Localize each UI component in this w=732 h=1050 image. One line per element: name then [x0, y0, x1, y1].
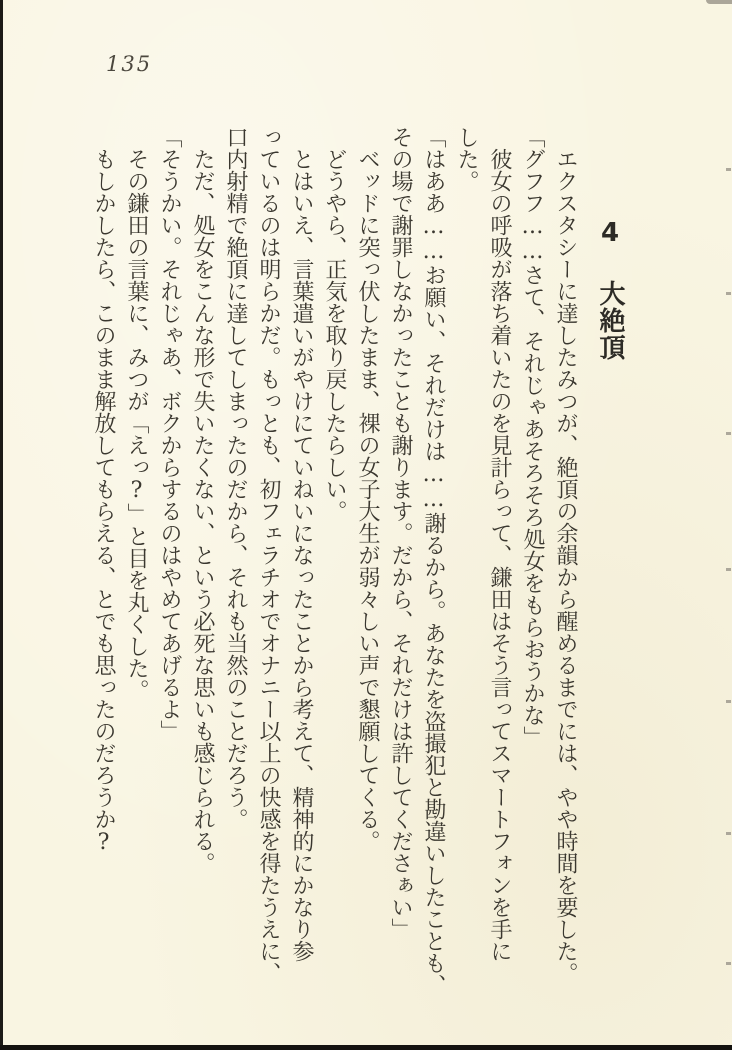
body-text [87, 126, 582, 1008]
text-column: 「グフフ……さて、それじゃあそろそろ処女をもらおうかな」 [520, 126, 545, 748]
text-column: 彼女の呼吸が落ち着いたのを見計らって、鎌田はそう言ってスマートフォンを手に [487, 148, 512, 962]
scan-tick [726, 700, 731, 703]
scan-edge-left [0, 0, 3, 1050]
text-column: っているのは明らかだ。もっとも、初フェラチオでオナニー以上の快感を得たうえに、 [256, 126, 281, 984]
scan-edge-bottom [0, 1045, 732, 1050]
text-column: その鎌田の言葉に、みつが「えっ?」と目を丸くした。 [124, 148, 149, 701]
page-number: 135 [106, 52, 153, 76]
text-column: した。 [454, 126, 479, 192]
scan-tick [726, 292, 731, 295]
text-column: その場で謝罪しなかったことも謝ります。だから、それだけは許してくださぁい」 [388, 126, 413, 940]
scan-tick [726, 168, 731, 171]
chapter-heading: 4 大絶頂 [595, 218, 625, 361]
text-column: どうやら、正気を取り戻したらしい。 [322, 148, 347, 522]
text-column: とはいえ、言葉遣いがやけにていねいになったことから考えて、精神的にかなり参 [289, 148, 314, 962]
text-column: もしかしたら、このまま解放してもらえる、とでも思ったのだろうか? [91, 148, 116, 855]
scan-tick [726, 432, 731, 435]
text-column: エクスタシーに達したみつが、絶頂の余韻から醒めるまでには、やや時間を要した。 [553, 148, 578, 984]
text-column: 口内射精で絶頂に達してしまったのだから、それも当然のことだろう。 [223, 126, 248, 830]
text-column: 「そうかい。それじゃあ、ボクからするのはやめてあげるよ」 [157, 126, 182, 742]
scan-tick [726, 832, 731, 835]
text-column: 「はああ……お願い、それだけは……謝るから。あなたを盗撮犯と勘違いしたことも、 [421, 126, 446, 996]
scan-tick [726, 568, 731, 571]
scan-tick [726, 962, 731, 965]
text-column: ただ、処女をこんな形で失いたくない、という必死な思いも感じられる。 [190, 148, 215, 874]
scan-corner-mark [706, 0, 732, 4]
text-column: ベッドに突っ伏したまま、裸の女子大生が弱々しい声で懇願してくる。 [355, 148, 380, 852]
